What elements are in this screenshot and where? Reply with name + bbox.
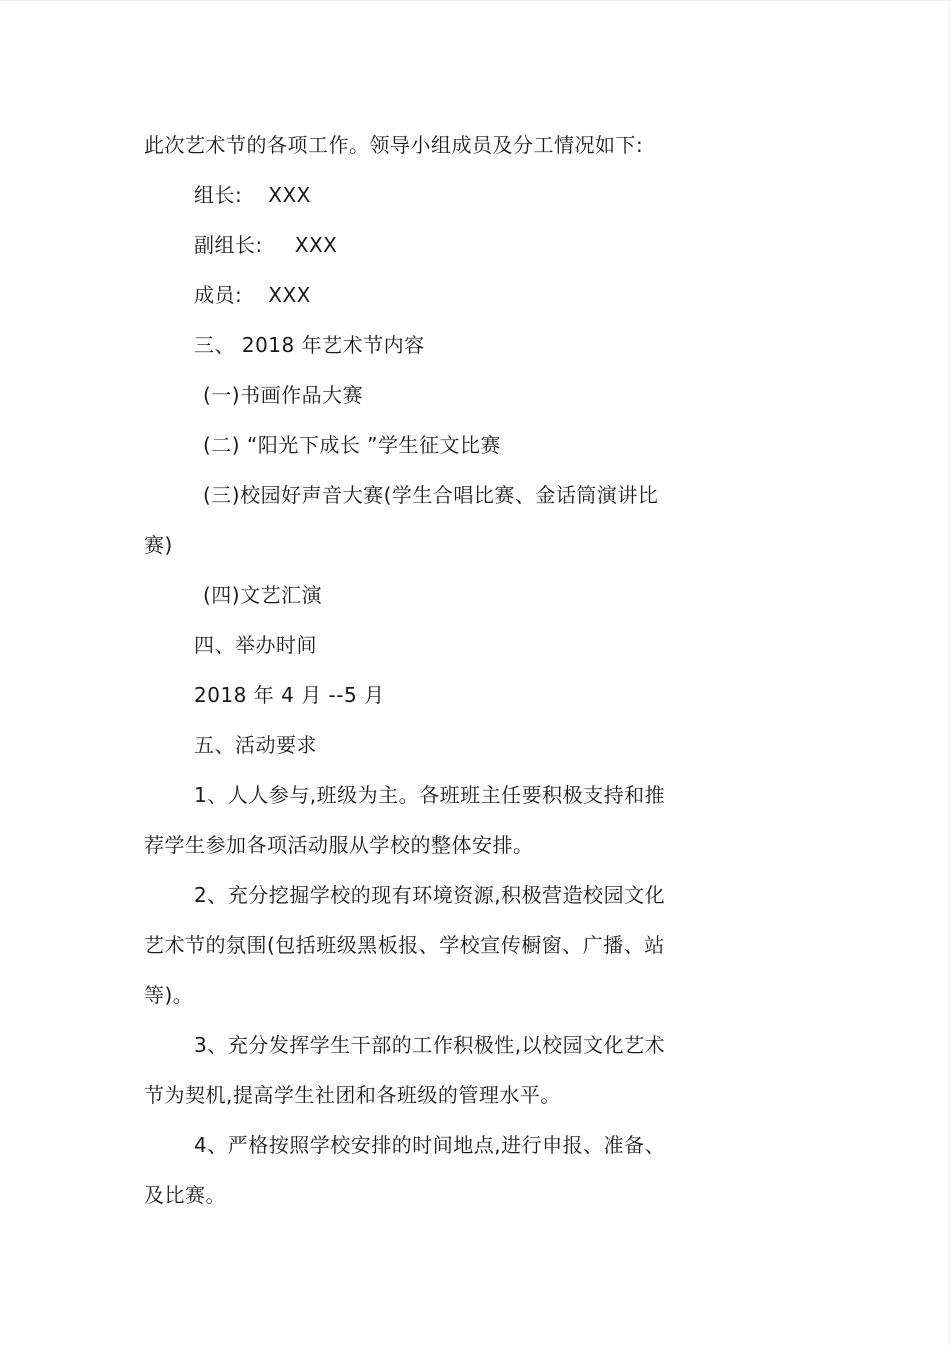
leader-name: XXX [268,283,311,307]
leader-role: 副组长: [194,233,263,257]
list-item: (一)书画作品大赛 [203,383,364,407]
list-item: (三)校园好声音大赛(学生合唱比赛、金话筒演讲比 [203,483,659,507]
requirement-line: 4、严格按照学校安排的时间地点,进行申报、准备、 [194,1133,666,1157]
paragraph-text: 此次艺术节的各项工作。领导小组成员及分工情况如下: [144,133,644,157]
list-item-continuation: 赛) [144,533,173,557]
leader-name: XXX [268,183,311,207]
leader-name: XXX [294,233,338,257]
section-heading: 四、举办时间 [194,633,317,657]
deputy-leader-row [194,233,337,257]
list-item: (四)文艺汇演 [203,583,323,607]
requirement-line: 3、充分发挥学生干部的工作积极性,以校园文化艺术 [194,1033,666,1057]
section-heading: 三、 2018 年艺术节内容 [194,333,425,357]
section-heading: 五、活动要求 [194,733,317,757]
requirement-continuation: 节为契机,提高学生社团和各班级的管理水平。 [144,1083,561,1107]
event-time: 2018 年 4 月 --5 月 [194,683,385,707]
list-item: (二) “阳光下成长 ”学生征文比赛 [203,433,502,457]
requirement-continuation: 艺术节的氛围(包括班级黑板报、学校宣传橱窗、广播、站 [144,933,665,957]
requirement-line: 1、人人参与,班级为主。各班班主任要积极支持和推 [194,783,666,807]
requirement-line: 2、充分挖掘学校的现有环境资源,积极营造校园文化 [194,883,666,907]
leader-role: 组长: [194,183,243,207]
requirement-continuation: 等)。 [144,983,194,1007]
leader-row [194,183,311,207]
requirement-continuation: 及比赛。 [144,1183,226,1207]
leader-role: 成员: [194,283,243,307]
requirement-continuation: 荐学生参加各项活动服从学校的整体安排。 [144,833,534,857]
member-row [194,283,311,307]
